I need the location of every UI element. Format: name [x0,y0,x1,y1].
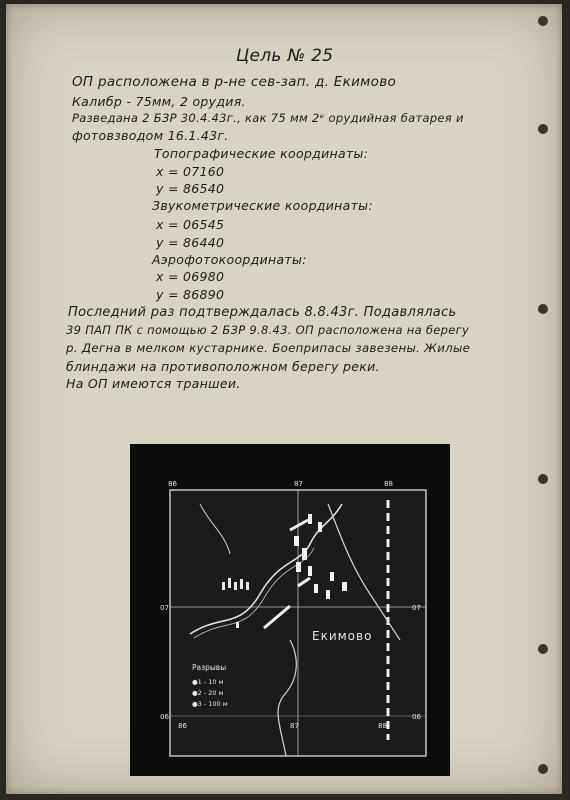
binding-hole [538,124,548,134]
grid-label-top-1: 86 [168,480,177,488]
map-photograph [130,444,450,776]
binding-hole [538,644,548,654]
grid-label-left-1: 07 [160,604,169,612]
grid-label-left-2: 06 [160,713,169,721]
target-title: Цель № 25 [236,46,334,66]
text-line-river: р. Дегна в мелком кустарнике. Боеприпасы завезены. Жилые [66,341,471,355]
sound-heading: Звукометрические координаты: [152,198,373,213]
legend-item-1: ●1 - 10 м [192,678,224,686]
legend-item-3: ●3 - 100 м [192,700,228,708]
text-line-caliber: Калибр - 75мм, 2 орудия. [72,94,246,109]
grid-label-top-3: 88 [384,480,393,488]
topo-heading: Топографические координаты: [154,146,369,161]
binding-hole [538,16,548,26]
grid-label-right-1: 07 [412,604,421,612]
text-line-confirmed: Последний раз подтверждалась 8.8.43г. Подавлялась [68,305,457,320]
archive-page [6,4,562,794]
grid-label-bottom-3: 88 [378,722,387,730]
grid-label-right-2: 06 [412,713,421,721]
text-line-suppressed: 39 ПАП ПК с помощью 2 БЗР 9.8.43. ОП расположена на берегу [66,323,470,337]
sound-x: x = 06545 [156,217,225,232]
text-line-recon: Разведана 2 БЗР 30.4.43г., как 75 мм 2ᵉ орудийная батарея и [72,111,464,125]
grid-label-top-2: 87 [294,480,303,488]
sound-y: y = 86440 [156,235,225,250]
binding-hole [538,764,548,774]
binding-hole [538,474,548,484]
grid-label-bottom-1: 86 [178,722,187,730]
legend-item-2: ●2 - 20 м [192,689,224,697]
text-line-location: ОП расположена в р-не сев-зап. д. Екимово [72,74,397,90]
village-label: Екимово [312,629,373,643]
aerial-x: x = 06980 [156,269,225,284]
topo-x: x = 07160 [156,164,225,179]
text-line-trenches: На ОП имеются траншеи. [66,376,241,391]
aerial-heading: Аэрофотокоординаты: [152,252,307,267]
topo-y: y = 86540 [156,181,225,196]
map-drawing [130,444,450,776]
binding-hole [538,304,548,314]
grid-label-bottom-2: 87 [290,722,299,730]
aerial-y: y = 86890 [156,287,225,302]
legend-title: Разрывы [192,663,227,672]
text-line-recon-2: фотовзводом 16.1.43г. [72,128,229,143]
text-line-dugouts: блиндажи на противоположном берегу реки. [66,359,380,374]
binding-holes [538,4,552,794]
